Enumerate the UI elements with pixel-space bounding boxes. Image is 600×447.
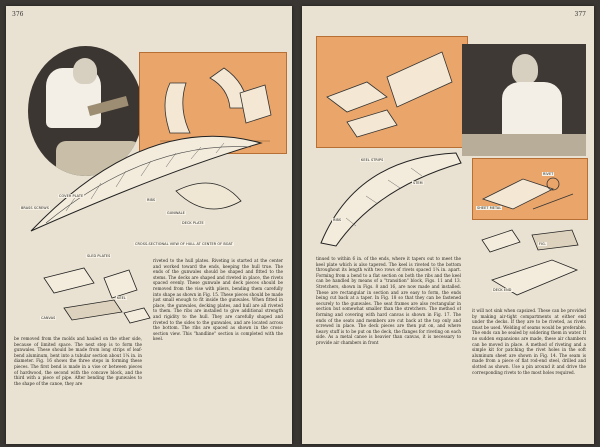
label-gunwale: GUNWALE [167,211,185,215]
body-text: be removed from the molds and hauled on the other side, because of limited space. The next step is to form the gunwales. These should be made from long strips of leaf-bend aluminum, bent into a tubular section about 1¼ in. in diameter. Fig. 16 shows the three steps in forming these pieces. The first bend is made in a vise or between pieces of hardwood, the second with the concave block, and the third with a piece of pipe. After bending the gunwales to the shape of the canoe, they are [14,336,142,386]
label-sheet-metal: SHEET METAL [477,206,502,210]
canoe-bow-drawing [316,148,466,248]
label-brass-screws: BRASS SCREWS [21,206,49,210]
label-stem: STEM [413,181,423,185]
deck-parts-drawing [472,220,590,305]
label-keel-strips: KEEL STRIPS [361,158,384,162]
canoe-hull-drawing [26,131,266,251]
body-text: it will not sink when capsized. These can be provided by making air-tight compartments at either end under the decks. If they are to be riveted, as rivets must be used. Welding of seams would be preferable. The ends can be sealed by soldering them in water. If no sudden expansions are made, these air chambers can be moved in place. A method of riveting and a simple kit for patching the rivet holes in the soft aluminum sheet are shown in Fig. 14. The seam is made from a piece of flat rod-end steel, drilled and slotted as shown. Use a pin around it and drive the corresponding rivets to the most holes required. [472,308,586,375]
label-rivet: RIVET [543,172,554,176]
text-column-2 [472,308,586,440]
label-cross-section: CROSS-SECTIONAL VIEW OF HULL AT CENTER OF BOAT [135,242,233,246]
text-column-2 [153,258,283,440]
workbench [462,134,586,156]
detail-inset-right-top [316,36,468,148]
page-number: 377 [574,11,586,18]
body-text: tinued to within 6 in. of the ends, where it tapers out to meet the keel plate which is also tapered. The keel is riveted to the bottom throughout its length with two rows of rivets spaced 1¼ in. apart. Forming from a bend to a flat section on both the ribs and the keel can be handled by means of a "transition" block, Figs. 11 and 13. Stretchers, shown in Figs. 8 and 16, are now made and installed. These are rectangular in section and are easy to form, the ends being cut back at a taper. In Fig. 18 so that they can be fastened securely to the gunwales. The seat frames are also rectangular in section but somewhat smaller than the stretchers. The method of forming and covering with hard canvas is shown in Fig. 17. The ends of the seats and members are cut back at the top only and screwed in place. The deck pieces are then put on, and where heavy stuff is to be put on the deck, the flanges for riveting on each side. As a metal canoe is heavier than canvas, it is necessary to provide air chambers in front [316,256,461,345]
man-figure [502,82,562,137]
label-ribs: RIBS [333,218,342,222]
page-number: 376 [12,11,24,18]
rivet-detail-drawing [473,159,587,219]
detail-inset-right-middle [472,158,588,220]
sled-plates-drawing [34,258,159,333]
text-column-1 [14,336,142,440]
man-head [512,54,538,84]
right-page [302,6,594,444]
label-fig: FIG. [539,242,547,246]
label-deck-end: DECK END [493,288,512,292]
label-ribs: RIBS [147,198,156,202]
left-page [6,6,292,444]
label-canvas: CANVAS [41,316,56,320]
label-keel: KEEL [117,296,126,300]
label-deck-plate: DECK PLATE [182,221,204,225]
label-cover-plate: COVER PLATE [59,194,84,198]
body-text: riveted to the hull plates. Riveting is started at the center and worked toward the ends, keeping the hull true. The ends of the gunwales should be shaped and fitted to the stems. The decks are shaped and riveted in place, the rivets spaced evenly. These gunwale and deck pieces should be removed from the vise with pliers, bending them carefully into shape as shown in Fig. 15. These pieces should be made just small enough to fit inside the gunwales. When fitted in place, the gunwales, decking plates, and hull are all riveted to them. The ribs are installed to give additional strength and rigidity to the hull. They are carefully shaped and riveted to the sides to the gunwales, and are located across the bottom. The ribs are spaced as shown in the cross-section view. This "handline" section is completed with the keel. [153,258,283,342]
man-head [73,58,97,84]
label-sled-plates: SLED PLATES [87,254,111,258]
stem-assembly-drawing [317,37,467,147]
workshop-photo-right [462,44,586,156]
text-column-1 [316,256,461,440]
